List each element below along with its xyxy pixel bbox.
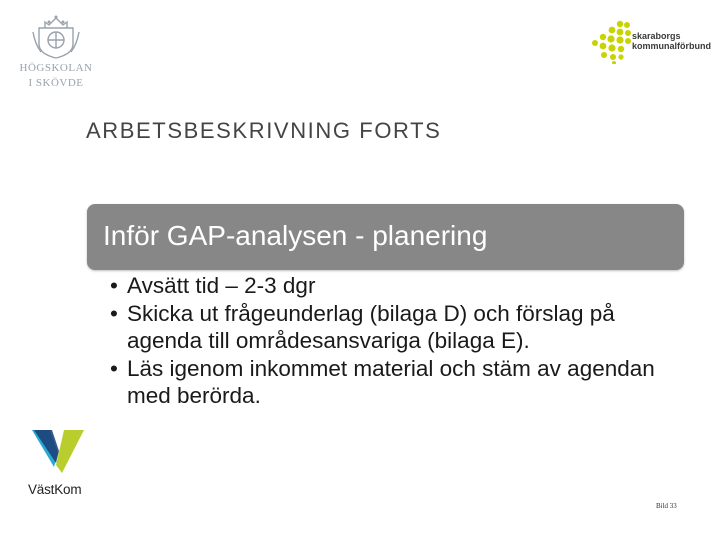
vastkom-label: VästKom — [28, 482, 82, 497]
hogskolan-crest-icon — [31, 14, 81, 60]
vastkom-v-icon — [28, 427, 88, 475]
section-banner — [87, 204, 684, 270]
skaraborgs-name-line2: kommunalförbund — [632, 41, 711, 51]
bullet-item: • Avsätt tid – 2-3 dgr — [108, 272, 668, 300]
bullet-list — [108, 272, 668, 410]
skaraborgs-name — [632, 31, 711, 51]
skaraborgs-dots-icon — [590, 20, 634, 64]
hogskolan-logo — [14, 14, 98, 90]
skaraborgs-name-line1: skaraborgs — [632, 31, 681, 41]
skaraborgs-logo — [590, 20, 718, 64]
hogskolan-name-line1: HÖGSKOLAN — [19, 62, 93, 74]
vastkom-logo — [28, 427, 94, 497]
slide-heading: ARBETSBESKRIVNING FORTS — [86, 118, 442, 143]
banner-title: Inför GAP-analysen - planering — [103, 220, 488, 251]
bullet-item: • Skicka ut frågeunderlag (bilaga D) och förslag på agenda till områdesansvariga (bilaga E). — [108, 300, 668, 355]
slide-number: Bild 33 — [656, 502, 677, 510]
bullet-item: • Läs igenom inkommet material och stäm av agendan med berörda. — [108, 355, 668, 410]
hogskolan-name-line2: I SKÖVDE — [28, 77, 84, 89]
